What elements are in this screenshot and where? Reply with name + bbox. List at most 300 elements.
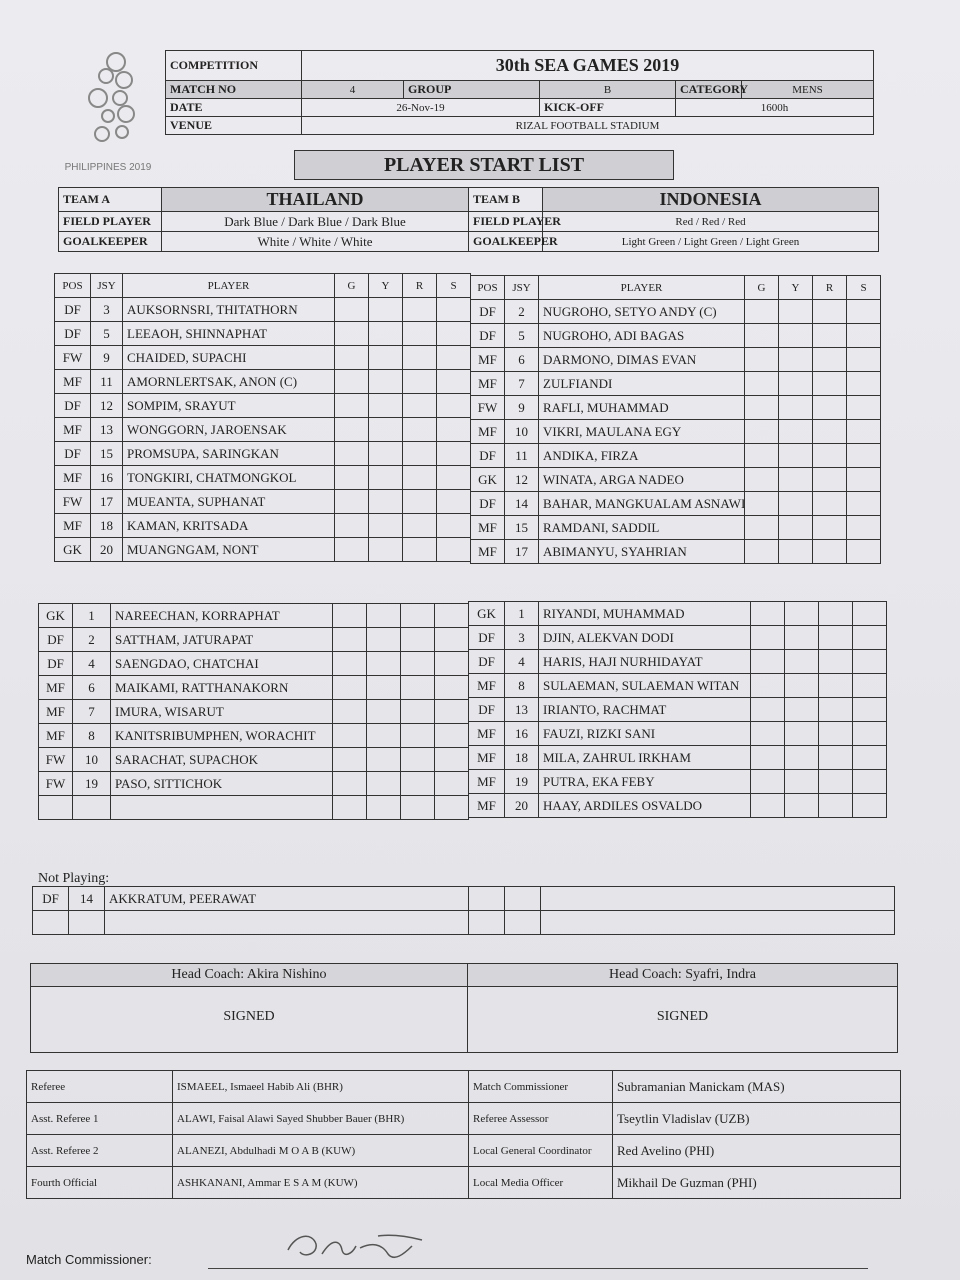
player-pos: GK: [39, 604, 73, 628]
stat-cell: [751, 650, 785, 674]
stat-cell: [401, 700, 435, 724]
player-name: IMURA, WISARUT: [111, 700, 333, 724]
official-name: ISMAEEL, Ismaeel Habib Ali (BHR): [173, 1071, 469, 1103]
stat-cell: [369, 442, 403, 466]
player-row: [33, 887, 895, 911]
stat-cell: [369, 490, 403, 514]
stat-cell: [813, 516, 847, 540]
stat-cell: [847, 396, 881, 420]
stat-cell: [367, 676, 401, 700]
team-b-field-label: FIELD PLAYER: [469, 212, 543, 232]
official-role: Referee: [27, 1071, 173, 1103]
player-row: [471, 516, 881, 540]
stat-cell: [853, 770, 887, 794]
stat-cell: [401, 628, 435, 652]
stat-cell: [751, 674, 785, 698]
stat-cell: [403, 466, 437, 490]
player-jsy: 20: [91, 538, 123, 562]
stat-cell: [437, 418, 471, 442]
officials-table: [26, 1070, 901, 1199]
stat-cell: [369, 298, 403, 322]
player-jsy: 13: [505, 698, 539, 722]
player-row: [39, 652, 469, 676]
stat-cell: [751, 722, 785, 746]
player-name: HARIS, HAJI NURHIDAYAT: [539, 650, 751, 674]
stat-cell: [367, 604, 401, 628]
stat-cell: [367, 652, 401, 676]
official-role2: Referee Assessor: [469, 1103, 613, 1135]
stat-cell: [813, 492, 847, 516]
player-jsy: 17: [91, 490, 123, 514]
team-a-label: TEAM A: [59, 188, 162, 212]
not-playing-table: [32, 886, 895, 935]
player-name: SOMPIM, SRAYUT: [123, 394, 335, 418]
category-label: CATEGORY: [676, 81, 742, 99]
subs-table-b: [468, 601, 887, 818]
stat-cell: [847, 516, 881, 540]
player-name: ANDIKA, FIRZA: [539, 444, 745, 468]
player-name: SARACHAT, SUPACHOK: [111, 748, 333, 772]
player-name: AKKRATUM, PEERAWAT: [105, 887, 469, 911]
player-jsy: 4: [73, 652, 111, 676]
player-row: [469, 698, 887, 722]
player-jsy: 18: [91, 514, 123, 538]
player-jsy: [69, 911, 105, 935]
date-label: DATE: [166, 99, 302, 117]
player-jsy: 5: [505, 324, 539, 348]
team-b-gk-kit: Light Green / Light Green / Light Green: [543, 232, 879, 252]
stat-cell: [435, 700, 469, 724]
player-row: [55, 442, 471, 466]
stat-cell: [847, 348, 881, 372]
signature-icon: [282, 1224, 432, 1268]
player-row: [55, 322, 471, 346]
player-jsy: 16: [91, 466, 123, 490]
player-pos: DF: [469, 626, 505, 650]
player-pos: DF: [469, 650, 505, 674]
not-playing-label: Not Playing:: [38, 871, 110, 886]
stat-cell: [403, 418, 437, 442]
date-value: 26-Nov-19: [302, 99, 540, 117]
stat-cell: [813, 348, 847, 372]
player-name: WONGGORN, JAROENSAK: [123, 418, 335, 442]
stat-cell: [779, 492, 813, 516]
stat-cell: [819, 602, 853, 626]
player-jsy: 3: [505, 626, 539, 650]
stat-cell: [435, 772, 469, 796]
official-name: ALAWI, Faisal Alawi Sayed Shubber Bauer (BHR): [173, 1103, 469, 1135]
stat-cell: [779, 420, 813, 444]
subs-b-body: [469, 602, 887, 818]
stat-cell: [779, 324, 813, 348]
player-jsy: 2: [73, 628, 111, 652]
stat-cell: [367, 748, 401, 772]
official-role: Asst. Referee 2: [27, 1135, 173, 1167]
stat-cell: [335, 370, 369, 394]
coach-a-label: Head Coach: Akira Nishino: [31, 964, 467, 987]
group-label: GROUP: [404, 81, 540, 99]
official-name2: Red Avelino (PHI): [613, 1135, 901, 1167]
official-name: ASHKANANI, Ammar E S A M (KUW): [173, 1167, 469, 1199]
stat-cell: [437, 490, 471, 514]
player-name: SATTHAM, JATURAPAT: [111, 628, 333, 652]
player-jsy: 6: [73, 676, 111, 700]
player-jsy: 16: [505, 722, 539, 746]
stat-cell: [819, 794, 853, 818]
player-pos: MF: [55, 514, 91, 538]
stat-cell: [435, 676, 469, 700]
stat-cell: [819, 698, 853, 722]
player-jsy: 17: [505, 540, 539, 564]
official-role2: Local Media Officer: [469, 1167, 613, 1199]
player-row: [471, 324, 881, 348]
player-name: PROMSUPA, SARINGKAN: [123, 442, 335, 466]
stat-cell: [751, 746, 785, 770]
stat-cell: [333, 628, 367, 652]
stat-cell: [779, 396, 813, 420]
stat-cell: [751, 626, 785, 650]
stat-cell: [853, 650, 887, 674]
player-jsy: 1: [505, 602, 539, 626]
team-a-gk-label: GOALKEEPER: [59, 232, 162, 252]
player-row: [471, 372, 881, 396]
stat-cell: [403, 538, 437, 562]
venue-value: RIZAL FOOTBALL STADIUM: [302, 117, 874, 135]
col-player: PLAYER: [539, 276, 745, 300]
player-name: HAAY, ARDILES OSVALDO: [539, 794, 751, 818]
stat-cell: [847, 468, 881, 492]
official-row: [27, 1167, 901, 1199]
stat-cell: [847, 300, 881, 324]
stat-cell: [437, 514, 471, 538]
stat-cell: [401, 772, 435, 796]
stat-cell: [819, 770, 853, 794]
player-name: SAENGDAO, CHATCHAI: [111, 652, 333, 676]
stat-cell: [437, 298, 471, 322]
player-row: [55, 514, 471, 538]
stat-cell: [779, 444, 813, 468]
match-no-value: 4: [302, 81, 404, 99]
official-name: ALANEZI, Abdulhadi M O A B (KUW): [173, 1135, 469, 1167]
stat-cell: [813, 420, 847, 444]
stat-cell: [779, 300, 813, 324]
player-row: [55, 538, 471, 562]
stat-cell: [401, 796, 435, 820]
player-pos: MF: [469, 770, 505, 794]
player-pos: MF: [471, 516, 505, 540]
player-row: [39, 748, 469, 772]
player-pos: GK: [469, 602, 505, 626]
player-jsy: 15: [91, 442, 123, 466]
player-jsy: 19: [73, 772, 111, 796]
player-jsy: 18: [505, 746, 539, 770]
stat-cell: [333, 724, 367, 748]
stat-cell: [335, 418, 369, 442]
stat-cell: [435, 604, 469, 628]
stat-cell: [745, 324, 779, 348]
stat-cell: [401, 724, 435, 748]
player-pos: MF: [471, 420, 505, 444]
player-jsy: 2: [505, 300, 539, 324]
stat-cell: [751, 698, 785, 722]
stat-cell: [369, 394, 403, 418]
player-pos: FW: [55, 490, 91, 514]
player-pos: DF: [471, 324, 505, 348]
stat-cell: [435, 652, 469, 676]
stat-cell: [403, 298, 437, 322]
player-pos: FW: [39, 772, 73, 796]
stat-cell: [335, 442, 369, 466]
stat-cell: [335, 466, 369, 490]
stat-cell: [369, 346, 403, 370]
player-name: PASO, SITTICHOK: [111, 772, 333, 796]
stat-cell: [785, 794, 819, 818]
player-row: [471, 540, 881, 564]
player-row: [471, 300, 881, 324]
group-value: B: [540, 81, 676, 99]
player-row: [469, 626, 887, 650]
player-name: DJIN, ALEKVAN DODI: [539, 626, 751, 650]
player-name: DARMONO, DIMAS EVAN: [539, 348, 745, 372]
stat-cell: [745, 396, 779, 420]
page-title: PLAYER START LIST: [294, 150, 674, 180]
stat-cell: [751, 770, 785, 794]
stat-cell: [813, 540, 847, 564]
col-s: S: [847, 276, 881, 300]
player-name: MAIKAMI, RATTHANAKORN: [111, 676, 333, 700]
team-a-gk-kit: White / White / White: [162, 232, 469, 252]
stat-cell: [853, 698, 887, 722]
player-row: [469, 770, 887, 794]
stat-cell: [541, 887, 895, 911]
player-pos: MF: [471, 372, 505, 396]
col-jsy: JSY: [91, 274, 123, 298]
player-name: SULAEMAN, SULAEMAN WITAN: [539, 674, 751, 698]
official-name2: Mikhail De Guzman (PHI): [613, 1167, 901, 1199]
stat-cell: [819, 650, 853, 674]
stat-cell: [847, 420, 881, 444]
player-name: LEEAOH, SHINNAPHAT: [123, 322, 335, 346]
stat-cell: [751, 794, 785, 818]
player-jsy: [73, 796, 111, 820]
stat-cell: [853, 746, 887, 770]
player-row: [471, 420, 881, 444]
starters-b-body: [471, 300, 881, 564]
player-jsy: 9: [505, 396, 539, 420]
player-jsy: 6: [505, 348, 539, 372]
stat-cell: [335, 298, 369, 322]
stat-cell: [751, 602, 785, 626]
stat-cell: [785, 698, 819, 722]
match-info-table: [165, 50, 874, 135]
player-name: AMORNLERTSAK, ANON (C): [123, 370, 335, 394]
stat-cell: [785, 626, 819, 650]
player-pos: MF: [469, 794, 505, 818]
kickoff-label: KICK-OFF: [540, 99, 676, 117]
official-row: [27, 1135, 901, 1167]
player-pos: MF: [39, 700, 73, 724]
stat-cell: [847, 444, 881, 468]
player-name: NUGROHO, SETYO ANDY (C): [539, 300, 745, 324]
stat-cell: [779, 540, 813, 564]
player-pos: [39, 796, 73, 820]
stat-cell: [853, 794, 887, 818]
stat-cell: [785, 650, 819, 674]
player-name: PUTRA, EKA FEBY: [539, 770, 751, 794]
col-r: R: [813, 276, 847, 300]
player-pos: MF: [469, 722, 505, 746]
stat-cell: [745, 444, 779, 468]
player-name: VIKRI, MAULANA EGY: [539, 420, 745, 444]
player-name: [105, 911, 469, 935]
stat-cell: [335, 322, 369, 346]
stat-cell: [469, 887, 505, 911]
player-jsy: 11: [91, 370, 123, 394]
official-role2: Match Commissioner: [469, 1071, 613, 1103]
coach-a-cell: [31, 964, 468, 1052]
player-pos: DF: [469, 698, 505, 722]
stat-cell: [745, 516, 779, 540]
player-name: IRIANTO, RACHMAT: [539, 698, 751, 722]
player-name: RAMDANI, SADDIL: [539, 516, 745, 540]
team-b-field-kit: Red / Red / Red: [543, 212, 879, 232]
player-row: [39, 676, 469, 700]
player-row: [39, 724, 469, 748]
player-row: [55, 394, 471, 418]
stat-cell: [745, 468, 779, 492]
player-pos: DF: [55, 298, 91, 322]
stat-cell: [819, 722, 853, 746]
stat-cell: [745, 300, 779, 324]
player-row: [469, 602, 887, 626]
stat-cell: [403, 370, 437, 394]
stat-cell: [367, 772, 401, 796]
player-row: [39, 700, 469, 724]
stat-cell: [335, 490, 369, 514]
player-pos: MF: [471, 348, 505, 372]
coach-box: [30, 963, 898, 1053]
competition-label: COMPETITION: [166, 51, 302, 81]
stat-cell: [745, 540, 779, 564]
player-row: [471, 396, 881, 420]
stat-cell: [403, 346, 437, 370]
stat-cell: [401, 652, 435, 676]
starters-table-b: [470, 275, 881, 564]
col-y: Y: [369, 274, 403, 298]
player-name: TONGKIRI, CHATMONGKOL: [123, 466, 335, 490]
player-jsy: 10: [73, 748, 111, 772]
official-name2: Subramanian Manickam (MAS): [613, 1071, 901, 1103]
stat-cell: [369, 370, 403, 394]
team-b-gk-label: GOALKEEPER: [469, 232, 543, 252]
player-name: MILA, ZAHRUL IRKHAM: [539, 746, 751, 770]
stat-cell: [367, 700, 401, 724]
player-jsy: 3: [91, 298, 123, 322]
player-pos: MF: [39, 724, 73, 748]
logo-text: PHILIPPINES 2019: [64, 162, 152, 173]
player-pos: FW: [471, 396, 505, 420]
stat-cell: [403, 322, 437, 346]
player-pos: DF: [55, 442, 91, 466]
stat-cell: [505, 911, 541, 935]
stat-cell: [819, 674, 853, 698]
official-row: [27, 1071, 901, 1103]
stat-cell: [853, 674, 887, 698]
player-row: [469, 746, 887, 770]
stat-cell: [813, 300, 847, 324]
stat-cell: [437, 346, 471, 370]
player-name: ABIMANYU, SYAHRIAN: [539, 540, 745, 564]
stat-cell: [847, 540, 881, 564]
subs-table-a: [38, 603, 469, 820]
stat-cell: [779, 516, 813, 540]
competition-value: 30th SEA GAMES 2019: [302, 51, 874, 81]
signature-line: [208, 1268, 868, 1269]
stat-cell: [369, 514, 403, 538]
player-row: [55, 370, 471, 394]
player-pos: MF: [469, 674, 505, 698]
player-pos: DF: [39, 628, 73, 652]
stat-cell: [335, 514, 369, 538]
team-a-name: THAILAND: [162, 188, 469, 212]
player-name: BAHAR, MANGKUALAM ASNAWI: [539, 492, 745, 516]
stat-cell: [333, 652, 367, 676]
stat-cell: [785, 746, 819, 770]
player-row: [469, 794, 887, 818]
player-name: KANITSRIBUMPHEN, WORACHIT: [111, 724, 333, 748]
stat-cell: [779, 468, 813, 492]
player-jsy: 12: [91, 394, 123, 418]
col-pos: POS: [55, 274, 91, 298]
player-jsy: 8: [505, 674, 539, 698]
player-name: RAFLI, MUHAMMAD: [539, 396, 745, 420]
player-jsy: 13: [91, 418, 123, 442]
stat-cell: [819, 746, 853, 770]
player-pos: MF: [55, 418, 91, 442]
coach-b-cell: [468, 964, 897, 1052]
player-name: FAUZI, RIZKI SANI: [539, 722, 751, 746]
stat-cell: [401, 604, 435, 628]
starters-table-a: [54, 273, 471, 562]
stat-cell: [847, 324, 881, 348]
player-name: RIYANDI, MUHAMMAD: [539, 602, 751, 626]
player-name: MUEANTA, SUPHANAT: [123, 490, 335, 514]
player-row: [471, 492, 881, 516]
team-b-name: INDONESIA: [543, 188, 879, 212]
stat-cell: [367, 796, 401, 820]
stat-cell: [333, 772, 367, 796]
stat-cell: [813, 324, 847, 348]
player-row: [55, 346, 471, 370]
stat-cell: [785, 722, 819, 746]
stat-cell: [435, 724, 469, 748]
player-row: [471, 468, 881, 492]
player-jsy: 12: [505, 468, 539, 492]
player-pos: DF: [471, 444, 505, 468]
player-name: ZULFIANDI: [539, 372, 745, 396]
stat-cell: [853, 722, 887, 746]
player-row: [55, 490, 471, 514]
col-jsy: JSY: [505, 276, 539, 300]
player-jsy: 1: [73, 604, 111, 628]
stat-cell: [785, 674, 819, 698]
stat-cell: [333, 700, 367, 724]
venue-label: VENUE: [166, 117, 302, 135]
coach-a-signed: SIGNED: [223, 1009, 275, 1024]
player-pos: FW: [55, 346, 91, 370]
stat-cell: [785, 770, 819, 794]
stat-cell: [401, 676, 435, 700]
